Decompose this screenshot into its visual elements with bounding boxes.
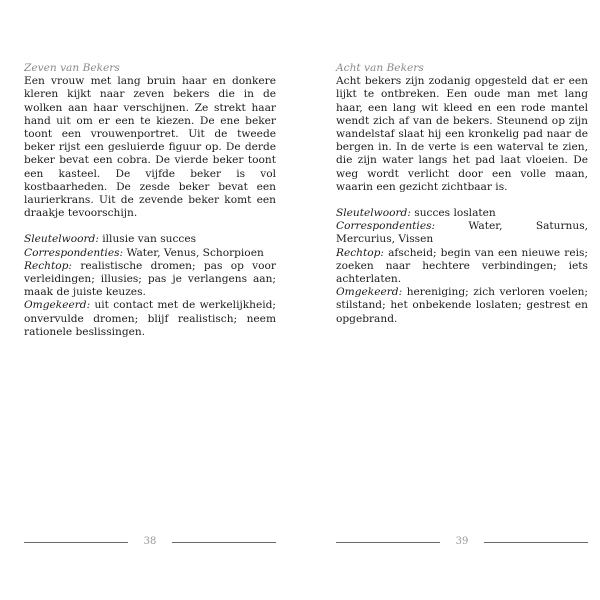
upright-line <box>336 247 588 287</box>
upright-value: realistische dromen; pas op voor verleidingen; illusies; pas je verlangens aan; maak de juiste keuzes. <box>24 259 276 299</box>
keyword-line <box>24 233 276 246</box>
correspondences-value: Water, Venus, Schorpioen <box>123 246 264 259</box>
card-title: Acht van Bekers <box>336 62 424 74</box>
reversed-label: Omgekeerd: <box>336 286 403 299</box>
right-page-footer <box>336 536 588 548</box>
reversed-value: hereniging; zich verloren voelen; stilstand; het onbekende loslaten; gestrest en opgebrand. <box>336 286 588 325</box>
footer-rule <box>484 542 588 543</box>
reversed-line <box>336 286 588 326</box>
keyword-value: succes loslaten <box>410 207 496 220</box>
upright-label: Rechtop: <box>24 259 72 272</box>
upright-line <box>24 260 276 300</box>
reversed-label: Omgekeerd: <box>24 299 91 312</box>
keyword-label: Sleutelwoord: <box>24 233 99 246</box>
card-description: Acht bekers zijn zodanig opgesteld dat er een lijkt te ontbreken. Een oude man met lang haar, een lang wit kleed en een rode mantel wendt zich af van de bekers. Steunend op zijn wandelstaf slaat hij een kronkelig pad naar de bergen in. In de verte is een waterval te zien, die zijn water langs het pad laat vloeien. De weg wordt verlicht door een volle maan, waarin een gezicht zichtbaar is. <box>336 75 588 193</box>
keyword-label: Sleutelwoord: <box>336 207 411 220</box>
keyword-line <box>336 207 588 220</box>
card-title: Zeven van Bekers <box>24 62 120 74</box>
card-description: Een vrouw met lang bruin haar en donkere kleren kijkt naar zeven bekers die in de wolken aan haar verschijnen. Ze strekt haar hand uit om er een te kiezen. De ene beker toont een vrouwenportret. Uit de tweede beker rijst een gesluierde figuur op. De derde beker bevat een cobra. De vierde beker toont een kasteel. De vijfde beker is vol kostbaarheden. De zesde beker bevat een laurierkrans. Uit de zevende beker komt een draakje tevoorschijn. <box>24 75 276 220</box>
keyword-value: illusie van succes <box>98 233 197 246</box>
left-page <box>24 62 276 339</box>
footer-rule <box>172 542 276 543</box>
right-page <box>336 62 588 326</box>
left-page-footer <box>24 536 276 548</box>
correspondences-value: Water, Saturnus, Mercurius, Vissen <box>336 220 588 246</box>
paragraph-gap <box>336 194 588 207</box>
correspondences-line <box>24 247 276 260</box>
correspondences-label: Correspondenties: <box>336 220 436 233</box>
paragraph-gap <box>24 220 276 233</box>
upright-label: Rechtop: <box>336 246 384 259</box>
reversed-value: uit contact met de werkelijkheid; onvervulde dromen; blijf realistisch; neem rationele beslissingen. <box>24 299 276 338</box>
upright-value: afscheid; begin van een nieuwe reis; zoeken naar hechtere verbindingen; iets achterlaten. <box>336 246 588 286</box>
correspondences-line <box>336 220 588 246</box>
reversed-line <box>24 299 276 339</box>
page-number: 38 <box>143 536 157 547</box>
page-number: 39 <box>455 536 469 547</box>
correspondences-label: Correspondenties: <box>24 246 124 259</box>
